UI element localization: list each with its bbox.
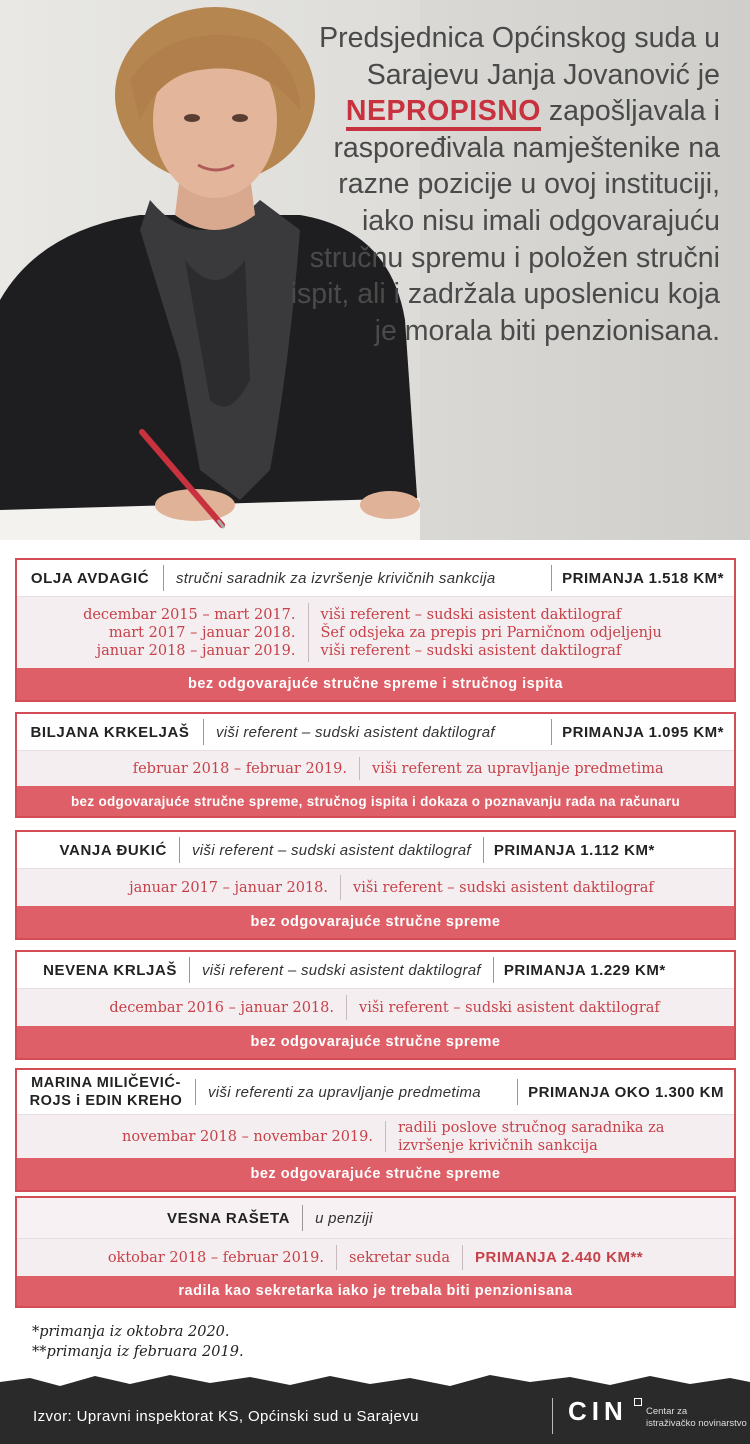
violation-note: bez odgovarajuće stručne spreme i stručnog ispita bbox=[17, 668, 734, 700]
employee-position: stručni saradnik za izvršenje krivičnih sankcija bbox=[176, 569, 496, 587]
quote-after: zapošljavala i raspoređivala namještenike na razne pozicije u ovoj instituciji, iako nisu imali odgovarajuću stručnu spremu i položen stručni ispit, ali i zadržala uposlenicu koja je morala biti penzionisana. bbox=[290, 95, 720, 347]
employment-roles: viši referent – sudski asistent daktilograf bbox=[359, 999, 660, 1016]
logo-mark-icon bbox=[634, 1398, 642, 1406]
violation-note: bez odgovarajuće stručne spreme bbox=[17, 906, 734, 938]
employment-dates: decembar 2016 – januar 2018. bbox=[109, 999, 334, 1016]
employment-roles: sekretar suda bbox=[348, 1249, 450, 1266]
employee-position: viši referent – sudski asistent daktilograf bbox=[216, 723, 495, 741]
employee-pay: PRIMANJA 1.518 KM* bbox=[562, 569, 724, 587]
employee-position: u penziji bbox=[315, 1209, 373, 1227]
employee-card bbox=[15, 712, 736, 818]
violation-note: bez odgovarajuće stručne spreme bbox=[17, 1026, 734, 1058]
employee-name: VESNA RAŠETA bbox=[167, 1209, 291, 1227]
employee-card bbox=[15, 830, 736, 940]
employee-name: MARINA MILIČEVIĆ- ROJS i EDIN KREHO bbox=[29, 1075, 183, 1109]
employee-pay: PRIMANJA OKO 1.300 KM bbox=[528, 1083, 724, 1101]
cin-logo: CIN bbox=[568, 1396, 628, 1426]
quote-highlight: NEPROPISNO bbox=[346, 95, 541, 131]
employee-position: viši referenti za upravljanje predmetima bbox=[208, 1083, 481, 1101]
employee-pay: PRIMANJA 1.095 KM* bbox=[562, 723, 724, 741]
employment-roles: viši referent – sudski asistent daktilograf bbox=[353, 879, 654, 896]
employee-position: viši referent – sudski asistent daktilograf bbox=[202, 961, 481, 979]
header bbox=[0, 0, 750, 540]
employee-name: OLJA AVDAGIĆ bbox=[30, 569, 150, 587]
footnotes bbox=[32, 1322, 244, 1362]
divider bbox=[552, 1398, 553, 1434]
footnote: *primanja iz oktobra 2020. bbox=[32, 1324, 230, 1340]
employment-roles: viši referent – sudski asistent daktilograf Šef odsjeka za prepis pri Parničnom odjeljenju viši referent – sudski asistent daktilograf bbox=[320, 606, 662, 659]
employment-roles: viši referent za upravljanje predmetima bbox=[372, 760, 664, 777]
employee-position: viši referent – sudski asistent daktilograf bbox=[192, 841, 471, 859]
employment-dates: februar 2018 – februar 2019. bbox=[132, 760, 347, 777]
employee-card bbox=[15, 1196, 736, 1308]
footnote: **primanja iz februara 2019. bbox=[32, 1344, 244, 1360]
quote-before: Predsjednica Općinskog suda u Sarajevu Janja Jovanović je bbox=[319, 22, 720, 91]
employee-name: NEVENA KRLJAŠ bbox=[43, 961, 177, 979]
employee-pay: PRIMANJA 1.112 KM* bbox=[493, 841, 655, 859]
employee-pay: PRIMANJA 1.229 KM* bbox=[503, 961, 666, 979]
employee-name: BILJANA KRKELJAŠ bbox=[30, 723, 190, 741]
violation-note: bez odgovarajuće stručne spreme bbox=[17, 1158, 734, 1190]
employee-card bbox=[15, 558, 736, 702]
headline-quote bbox=[290, 20, 720, 349]
cin-logo-subtitle: Centar za istraživačko novinarstvo bbox=[646, 1406, 747, 1429]
violation-note: radila kao sekretarka iako je trebala biti penzionisana bbox=[17, 1276, 734, 1306]
employment-dates: decembar 2015 – mart 2017. mart 2017 – januar 2018. januar 2018 – januar 2019. bbox=[83, 606, 296, 659]
footer bbox=[0, 1372, 750, 1444]
employment-dates: januar 2017 – januar 2018. bbox=[129, 879, 328, 896]
employee-pay: PRIMANJA 2.440 KM** bbox=[474, 1249, 644, 1266]
employment-dates: oktobar 2018 – februar 2019. bbox=[107, 1249, 324, 1266]
employee-card bbox=[15, 1068, 736, 1192]
source-text: Izvor: Upravni inspektorat KS, Općinski sud u Sarajevu bbox=[33, 1408, 419, 1425]
employment-roles: radili poslove stručnog saradnika za izvršenje krivičnih sankcija bbox=[398, 1119, 665, 1154]
employee-card bbox=[15, 950, 736, 1060]
employment-dates: novembar 2018 – novembar 2019. bbox=[122, 1128, 373, 1145]
violation-note: bez odgovarajuće stručne spreme, stručnog ispita i dokaza o poznavanju rada na računaru bbox=[17, 786, 734, 816]
employee-name: VANJA ĐUKIĆ bbox=[59, 841, 167, 859]
